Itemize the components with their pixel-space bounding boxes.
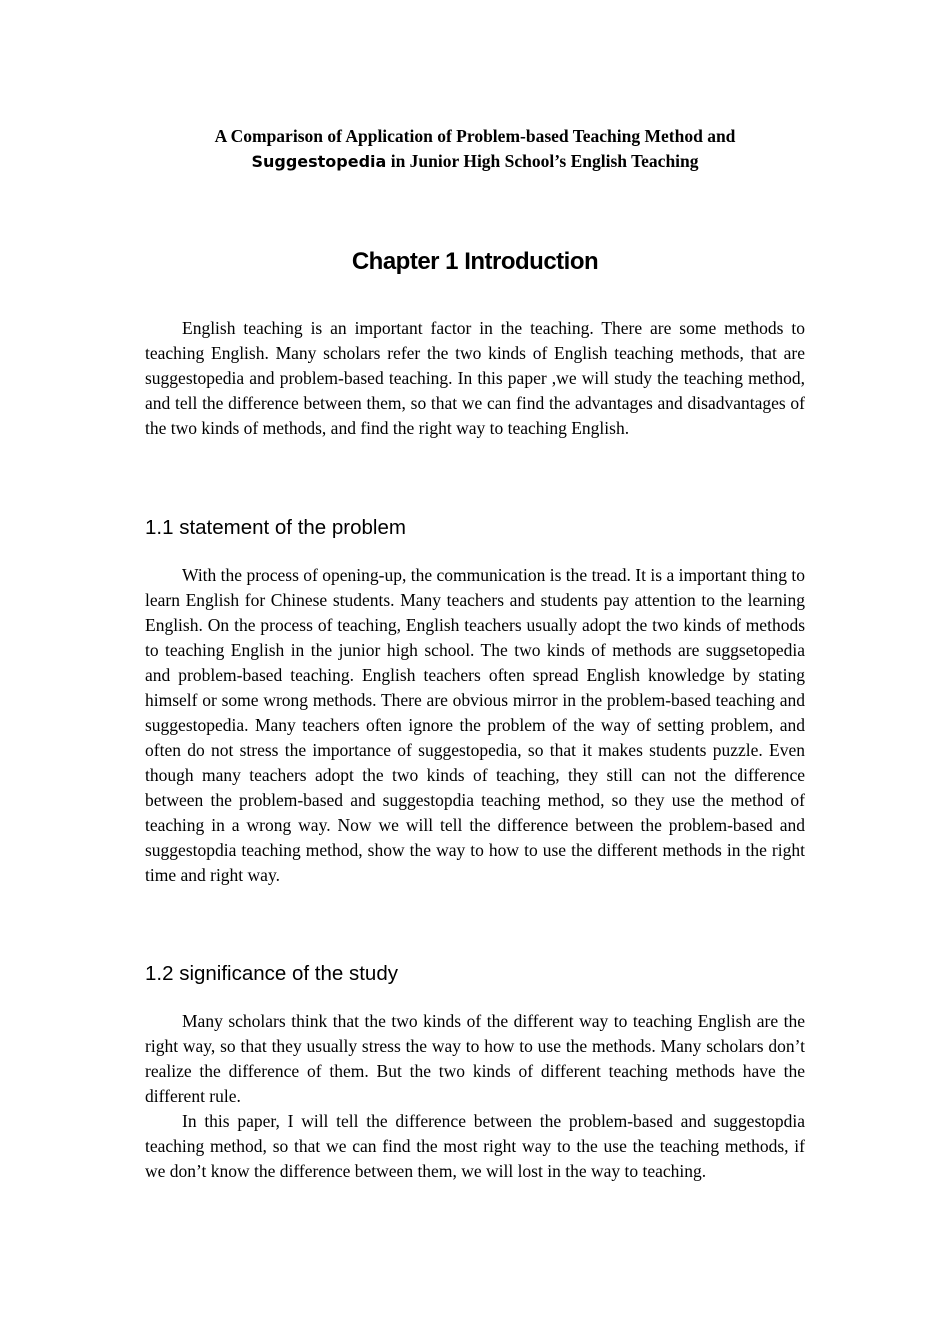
paper-title [145,124,805,174]
section-1-2-heading: 1.2 significance of the study [145,962,398,985]
title-suggestopedia-word: Suggestopedia [251,152,387,171]
intro-paragraph: English teaching is an important factor in the teaching. There are some methods to teaching English. Many scholars refer the two kinds of English teaching methods, that are suggestopedia and problem-based teaching. In this paper ,we will study the teaching method, and tell the difference between them, so that we can find the advantages and disadvantages of the two kinds of methods, and find the right way to teaching English. [145,318,805,438]
section-1-1-heading: 1.1 statement of the problem [145,516,406,539]
section-1-1-paragraph: With the process of opening-up, the communication is the tread. It is a important thing to learn English for Chinese students. Many teachers and students pay attention to the learning English. On the process of teaching, English teachers usually adopt the two kinds of methods to teaching English in the junior high school. The two kinds of methods are suggsetopedia and problem-based teaching. English teachers often spread English knowledge by stating himself or some wrong methods. There are obvious mirror in the problem-based teaching and suggestopedia. Many teachers often ignore the problem of the way of setting problem, and often do not stress the importance of suggestopedia, so that it makes students puzzle. Even though many teachers adopt the two kinds of teaching, they still can not the difference between the problem-based and suggestopdia teaching method, so they use the method of teaching in a wrong way. Now we will tell the difference between the problem-based and suggestopdia teaching method, show the way to how to use the different methods in the right time and right way. [145,565,805,885]
section-1-2-paragraph-2: In this paper, I will tell the difference between the problem-based and suggestopdia teaching method, so that we can find the most right way to the use the teaching methods, if we don’t know the difference between them, we will lost in the way to teaching. [145,1111,805,1181]
section-1-2-paragraph-1: Many scholars think that the two kinds of the different way to teaching English are the right way, so that they usually stress the way to how to use the methods. Many scholars don’t realize the difference of them. But the two kinds of different teaching methods have the different rule. [145,1011,805,1106]
title-line-2 [145,149,805,174]
chapter-heading: Chapter 1 Introduction [351,248,599,275]
title-line-2-rest: in Junior High School’s English Teaching [386,151,699,171]
title-line-1: A Comparison of Application of Problem-based Teaching Method and [214,126,736,146]
